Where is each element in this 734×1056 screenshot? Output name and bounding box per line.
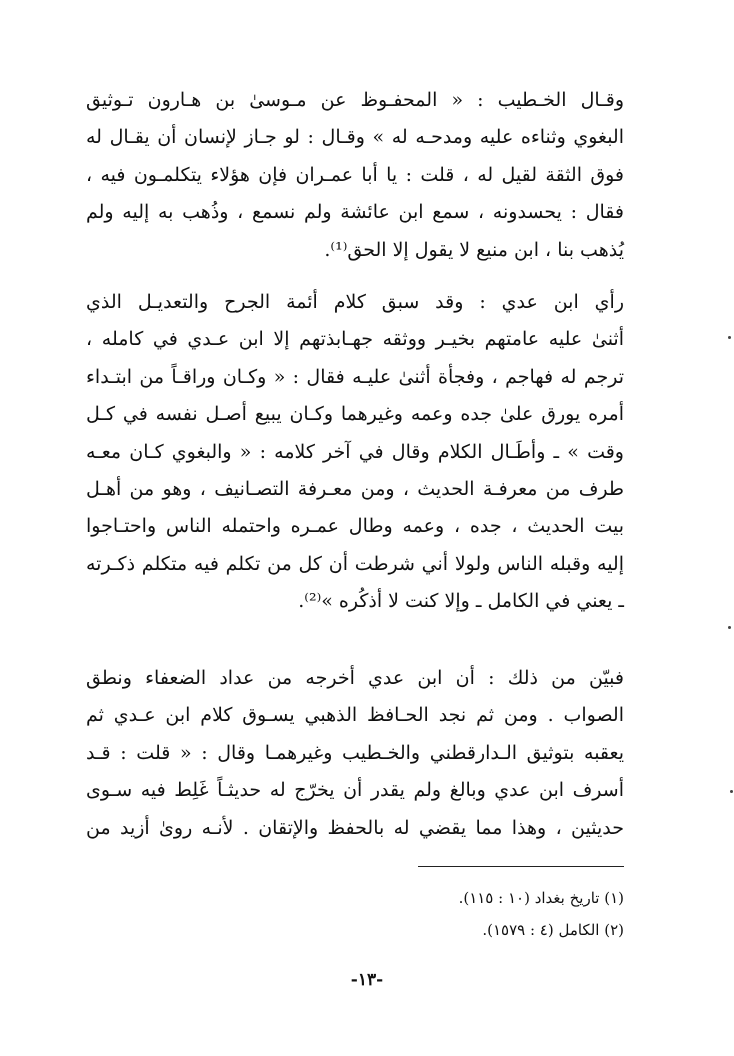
paragraph-dhahabi-comment [86,660,624,847]
text-line: حديثين ، وهذا مما يقضي له بالحفظ والإتقان . لأنـه روىٰ أزيد من [86,816,624,839]
text-line: يعقبه بتوثيق الـدارقطني والخـطيب وغيرهمـا وقال : « قلت : قـد [86,741,624,764]
text-line: فوق الثقة لقيل له ، قلت : يا أبا عمـران فإن هؤلاء يتكلمـون فيه ، [86,163,625,186]
text-line: رأي ابن عدي : وقد سبق كلام أئمة الجرح والتعديـل الذي [86,291,624,313]
text-line: وقـال الخـطيب : « المحفـوظ عن مـوسىٰ بن هـارون تـوثيق [86,89,624,111]
paragraph-khatib-quote [86,82,624,269]
footnote-2: (٢) الكامل (٤ : ١٥٧٩). [482,921,624,939]
margin-speck [728,626,731,629]
footnotes [300,882,624,946]
page-number: -١٣- [350,970,384,990]
text-line: أثنىٰ عليه عامتهم بخيـر ووثقه جهـابذتهم إلا ابن عـدي في كامله ، [86,328,624,351]
text-line: البغوي وثناءه عليه ومدحـه له » وقـال : لو جـاز لإنسان أن يقـال له [86,126,624,149]
text-line: بيت الحديث ، جده ، وعمه وطال عمـره واحتمله الناس واحتـاجوا [86,515,624,538]
paragraph-ibn-adi-opinion [86,284,624,621]
text-line: الصواب . ومن ثم نجد الحـافظ الذهبي يسـوق كلام ابن عـدي ثم [86,704,624,727]
text-line: وقت » ـ وأطَـال الكلام وقال في آخر كلامه : « والبغوي كـان معـه [86,440,624,463]
margin-speck [728,336,731,339]
text-line: إليه وقبله الناس ولولا أني شرطت أن كل من تكلم فيه متكلم ذكـرته [86,552,624,575]
text-line: أسرف ابن عدي وبالغ ولم يقدر أن يخرّج له حديثـاً غَلِط فيه سـوى [86,779,624,802]
text-line: أمره يورق علىٰ جده وعمه وغيرهما وكـان يبيع أصـل نفسه في كـل [86,403,624,426]
text-line: يُذهب بنا ، ابن منيع لا يقول إلا الحق⁽¹⁾. [324,238,624,261]
footnote-1: (١) تاريخ بغداد (١٠ : ١١٥). [458,889,624,907]
text-line: فبيّن من ذلك : أن ابن عدي أخرجه من عداد الضعفاء ونطق [86,667,624,689]
text-line: فقال : يحسدونه ، سمع ابن عائشة ولم نسمع ، وذُهب به إليه ولم [86,201,624,224]
margin-speck [730,790,733,793]
footnote-divider [418,866,624,867]
text-line: ـ يعني في الكامل ـ وإلا كنت لا أذكُره »⁽²⁾. [298,590,624,613]
text-line: طرف من معرفـة الحديث ، ومن معـرفة التصـانيف ، وهو من أهـل [86,478,624,501]
text-line: ترجم له فهاجم ، وفجأة أثنىٰ عليـه فقال : « وكـان وراقـاً من ابتـداء [86,365,624,388]
